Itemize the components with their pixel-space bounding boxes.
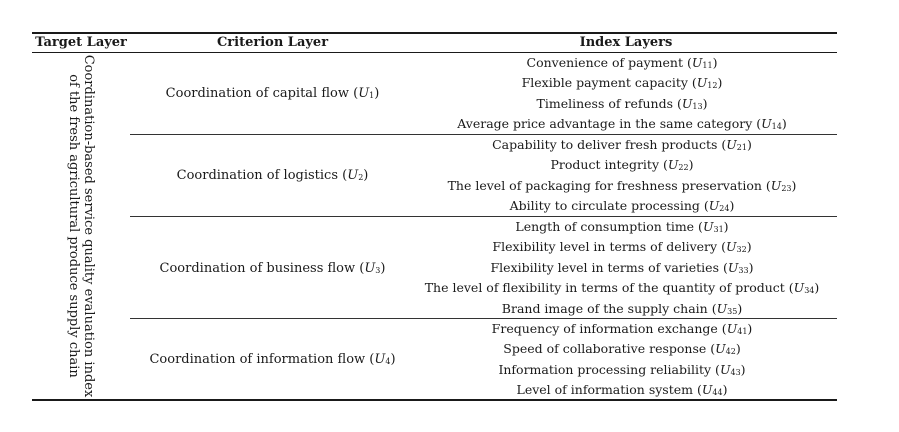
table-bottom-rule — [32, 399, 837, 401]
target-layer-line-2: of the fresh agricultural produce supply chain — [66, 74, 81, 378]
target-layer-cell — [32, 53, 130, 399]
criterion-logistics — [130, 135, 415, 216]
index-group-logistics — [402, 135, 842, 217]
criterion-label: Coordination of logistics $(U_2)$ — [176, 168, 369, 183]
index-group-business-flow — [402, 217, 842, 319]
index-item: Timeliness of refunds $(U_{13})$ — [536, 95, 708, 111]
criterion-label: Coordination of capital flow $(U_1)$ — [165, 86, 380, 101]
index-item: Speed of collaborative response $(U_{42})$ — [503, 341, 741, 357]
evaluation-index-table — [32, 32, 837, 401]
index-group-information-flow — [402, 319, 842, 401]
index-item: Information processing reliability $(U_{43})$ — [498, 361, 746, 377]
index-item: Length of consumption time $(U_{31})$ — [515, 219, 729, 234]
header-target-layer: Target Layer — [35, 35, 127, 50]
header-criterion-layer: Criterion Layer — [216, 35, 329, 50]
index-item: Product integrity $(U_{22})$ — [550, 157, 694, 173]
target-layer-text — [66, 53, 96, 399]
index-item: Convenience of payment $(U_{11})$ — [526, 55, 718, 70]
index-item: Flexibility level in terms of delivery $(U_{32})$ — [492, 239, 752, 255]
index-item: Brand image of the supply chain $(U_{35})$ — [501, 300, 743, 316]
header-index-layers: Index Layers — [579, 35, 673, 50]
target-layer-line-1: Coordination-based service quality evaluation index — [81, 54, 96, 398]
index-item: The level of packaging for freshness preservation $(U_{23})$ — [447, 177, 797, 193]
index-group-capital-flow — [402, 53, 842, 135]
index-item: Ability to circulate processing $(U_{24})$ — [509, 198, 735, 214]
index-item: Frequency of information exchange $(U_{41})$ — [491, 321, 753, 336]
index-item: Flexible payment capacity $(U_{12})$ — [521, 75, 723, 91]
criterion-label: Coordination of information flow $(U_4)$ — [149, 351, 396, 367]
index-item: Capability to deliver fresh products $(U_{21})$ — [492, 137, 752, 152]
criterion-capital-flow — [130, 53, 415, 134]
index-item: Average price advantage in the same category $(U_{14})$ — [457, 116, 787, 132]
criterion-label: Coordination of business flow $(U_3)$ — [159, 260, 386, 276]
index-item: Level of information system $(U_{44})$ — [516, 382, 728, 398]
criterion-information-flow — [130, 319, 415, 399]
index-item: Flexibility level in terms of varieties $(U_{33})$ — [490, 259, 754, 275]
index-item: The level of flexibility in terms of the quantity of product $(U_{34})$ — [424, 280, 820, 296]
criterion-business-flow — [130, 217, 415, 319]
